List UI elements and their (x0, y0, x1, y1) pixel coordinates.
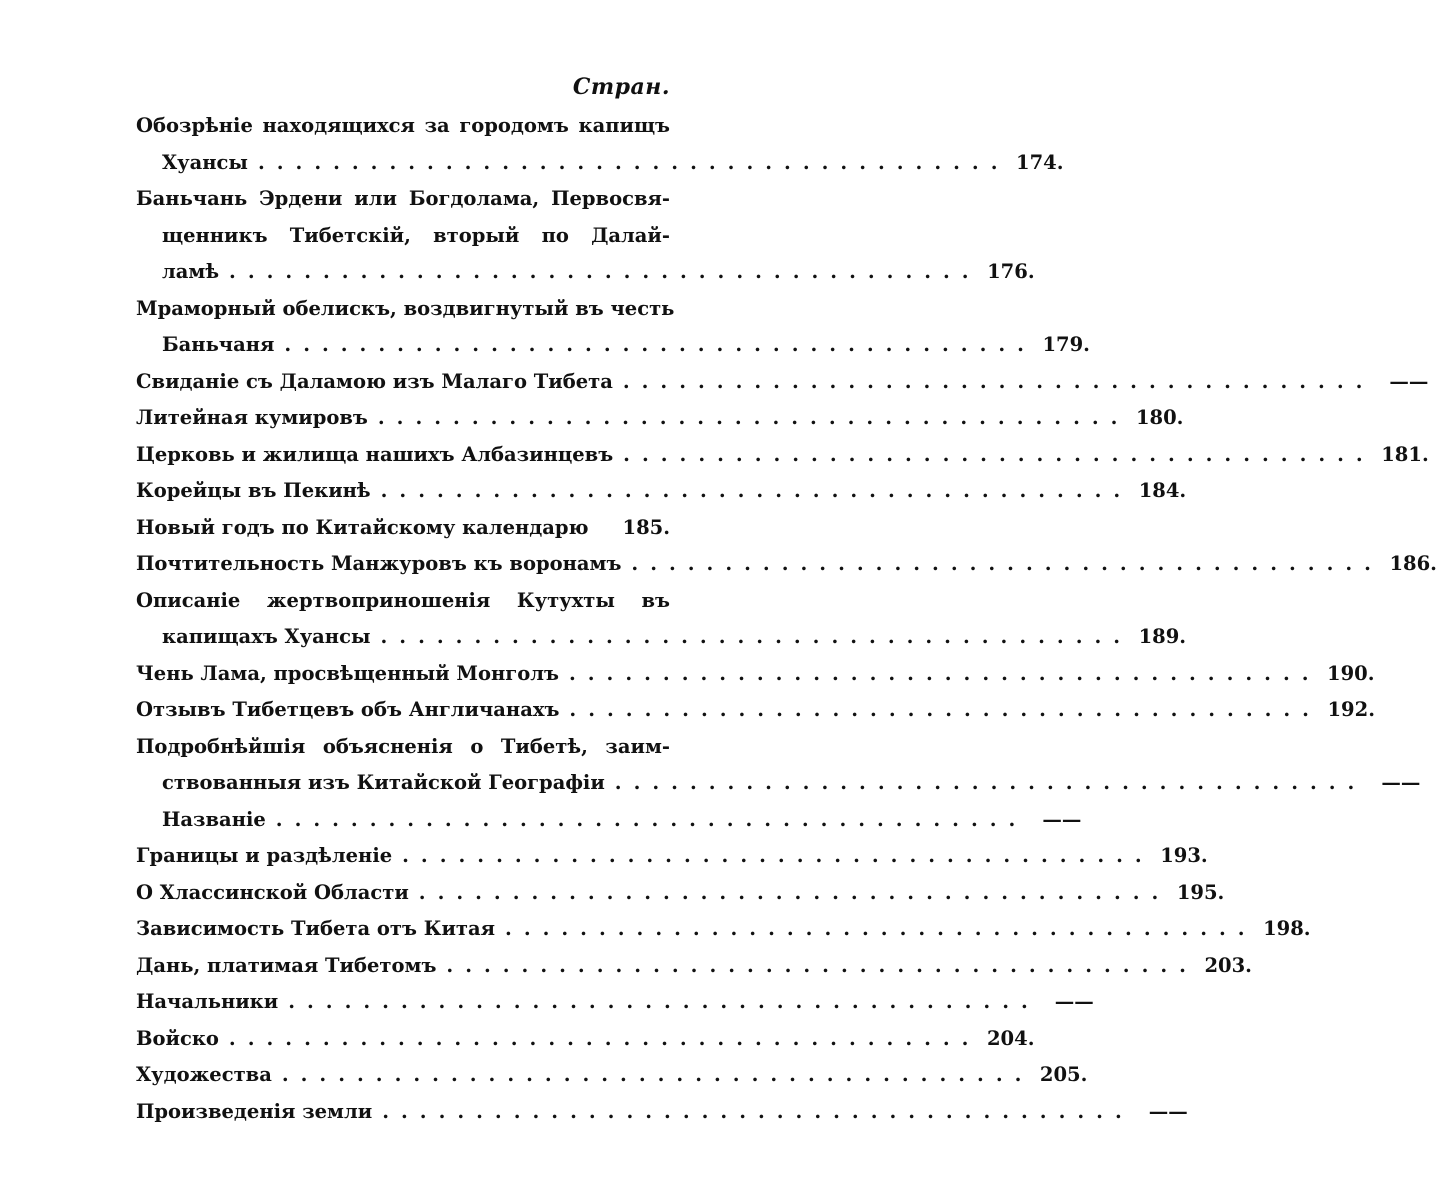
toc-entry (136, 1057, 1088, 1094)
toc-entry-title: Названiе (162, 807, 266, 831)
toc-entry-title: Почтительность Манжуровъ къ воронамъ (136, 552, 622, 575)
toc-page-number: —— (1148, 1099, 1188, 1123)
toc-entry-title: Мраморный обелискъ, воздвигнутый въ честь (136, 296, 675, 320)
toc-entry-title: ствованныя изъ Китайской Географiи (162, 771, 605, 794)
dot-leader: ........................................ (569, 698, 1321, 721)
toc-page-number: —— (1042, 807, 1082, 831)
toc-entry-title: Художества (136, 1063, 272, 1086)
toc-entry (136, 619, 1187, 656)
toc-entry (136, 400, 1184, 437)
toc-entry-title: Хуансы (162, 150, 248, 174)
dot-leader: ........................................ (418, 880, 1171, 904)
toc-entry (136, 181, 670, 218)
toc-entry-title: Произведенiя земли (136, 1099, 373, 1123)
toc-entry-title: Дань, платимая Тибетомъ (136, 953, 437, 977)
toc-entry-title: Чень Лама, просвѣщенный Монголъ (136, 661, 559, 685)
toc-entry-title: Церковь и жилища нашихъ Албазинцевъ (136, 442, 614, 466)
toc-page-number: 186. (1389, 552, 1437, 575)
toc-page-number: —— (1389, 369, 1429, 393)
dot-leader: ........................................ (284, 333, 1036, 356)
toc-page-number: 185. (622, 515, 670, 539)
toc-entry (136, 473, 1187, 510)
toc-entry-title: Начальники (136, 990, 279, 1013)
toc-page-number: 204. (986, 1026, 1035, 1050)
toc-entry-title: Отзывъ Тибетцевъ объ Англичанахъ (136, 698, 560, 721)
toc-entry (136, 802, 1082, 839)
toc-entry (136, 656, 1375, 693)
dot-leader: ........................................ (377, 406, 1130, 429)
dot-leader: ........................................ (568, 661, 1321, 685)
toc-entry-title: Литейная кумировъ (136, 406, 368, 429)
toc-entry (136, 911, 1311, 948)
toc-entry-title: Подробнѣйшiя объясненiя о Тибетѣ, заим- (136, 734, 670, 758)
toc-entry (136, 984, 1094, 1021)
table-of-contents (136, 108, 1437, 1130)
toc-entry (136, 583, 670, 620)
toc-entry (136, 145, 1064, 182)
toc-entry-title: Границы и раздѣленiе (136, 844, 393, 867)
toc-entry (136, 437, 1429, 474)
toc-entry (136, 765, 1421, 802)
toc-page-number: 180. (1135, 406, 1184, 429)
toc-page-number: 203. (1204, 953, 1252, 977)
dot-leader: ........................................ (614, 771, 1367, 794)
toc-page-number: 205. (1039, 1063, 1088, 1086)
toc-page-number: 184. (1138, 479, 1187, 502)
toc-entry (136, 291, 675, 328)
toc-page-number: 181. (1381, 442, 1429, 466)
toc-entry (136, 1094, 1188, 1131)
toc-page-number: 179. (1042, 333, 1090, 356)
dot-leader: ........................................ (623, 442, 1375, 466)
toc-entry (136, 729, 670, 766)
toc-page-number: 174. (1016, 150, 1064, 174)
toc-entry-title: щенникъ Тибетскiй, вторый по Далай- (162, 223, 670, 247)
dot-leader: ........................................ (446, 953, 1198, 977)
toc-page-number: 198. (1263, 917, 1311, 940)
toc-entry-title: Войско (136, 1026, 219, 1050)
toc-entry-title: Баньчань Эрдени или Богдолама, Первосвя- (136, 187, 670, 210)
dot-leader: ........................................ (505, 917, 1257, 940)
toc-entry-title: капищахъ Хуансы (162, 625, 371, 648)
dot-leader: ........................................ (257, 150, 1010, 174)
toc-entry (136, 254, 1035, 291)
toc-page-number: 192. (1327, 698, 1375, 721)
toc-entry (136, 218, 670, 255)
toc-entry-title: Баньчаня (162, 333, 275, 356)
toc-entry-title: ламѣ (162, 260, 220, 283)
toc-entry-title: Описанiе жертвоприношенiя Кутухты въ (136, 588, 670, 612)
toc-entry (136, 875, 1225, 912)
dot-leader: ........................................ (275, 807, 1028, 831)
toc-entry (136, 692, 1375, 729)
toc-page-number: 195. (1176, 880, 1225, 904)
toc-entry-title: Обозрѣнiе находящихся за городомъ капищъ (136, 114, 670, 137)
toc-entry (136, 948, 1252, 985)
page-column-label: Стран. (572, 74, 670, 100)
dot-leader: ........................................ (228, 1026, 981, 1050)
toc-entry-title: Новый годъ по Китайскому календарю (136, 515, 589, 539)
toc-page-number: 190. (1327, 661, 1375, 685)
dot-leader: ........................................ (622, 369, 1375, 393)
dot-leader: ........................................ (631, 552, 1383, 575)
toc-entry-title: Зависимость Тибета отъ Китая (136, 917, 496, 940)
dot-leader: ........................................ (380, 479, 1133, 502)
dot-leader: ........................................ (402, 844, 1154, 867)
toc-entry (136, 108, 670, 145)
dot-leader: ........................................ (288, 990, 1040, 1013)
dot-leader: ........................................ (281, 1063, 1034, 1086)
toc-entry (136, 1021, 1035, 1058)
toc-entry-title: О Хлассинской Области (136, 880, 409, 904)
toc-entry-title: Корейцы въ Пекинѣ (136, 479, 371, 502)
toc-page-number: —— (1054, 990, 1094, 1013)
dot-leader: ........................................ (229, 260, 981, 283)
toc-entry (136, 510, 670, 547)
dot-leader: ........................................ (380, 625, 1133, 648)
toc-entry-title: Свиданiе съ Даламою изъ Малаго Тибета (136, 369, 613, 393)
toc-page-number: —— (1381, 771, 1421, 794)
toc-page-number: 176. (987, 260, 1035, 283)
toc-entry (136, 838, 1208, 875)
toc-entry (136, 327, 1090, 364)
toc-entry (136, 546, 1437, 583)
toc-page-number: 189. (1138, 625, 1187, 648)
toc-page-number: 193. (1160, 844, 1208, 867)
toc-entry (136, 364, 1429, 401)
dot-leader: ........................................ (382, 1099, 1134, 1123)
